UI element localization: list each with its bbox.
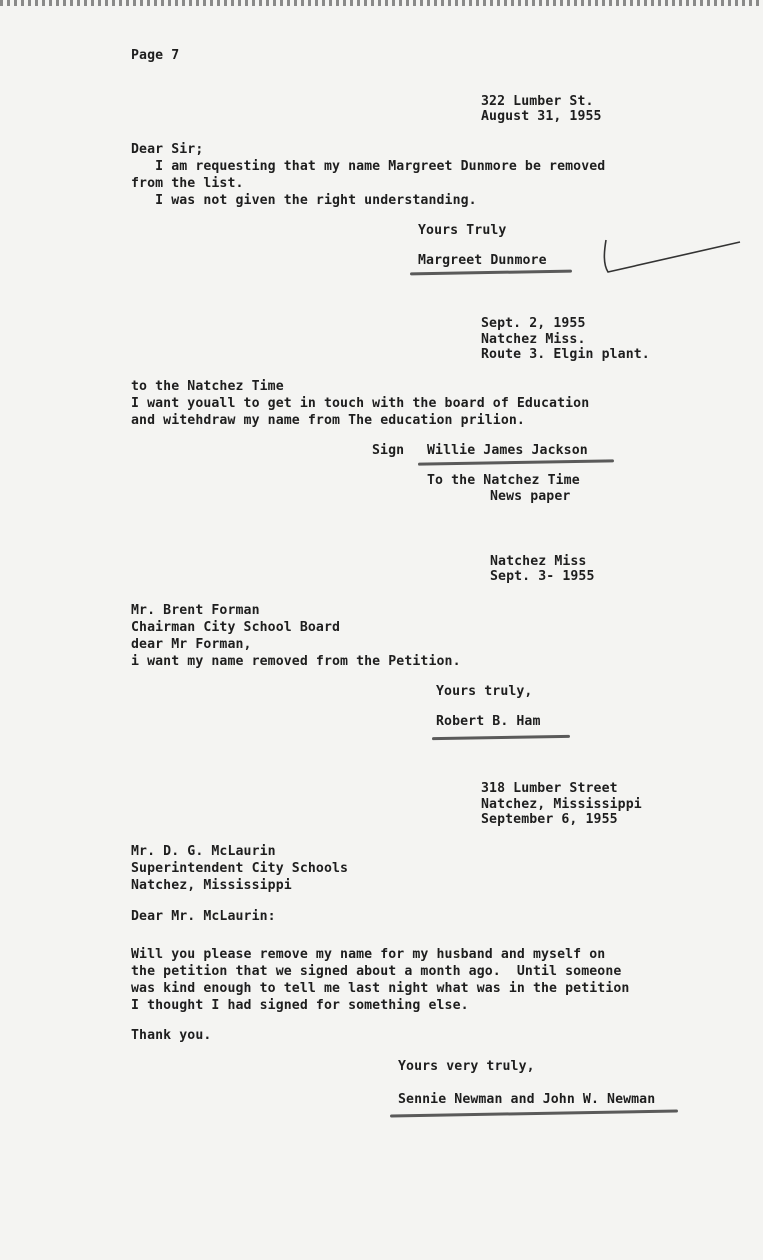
letter2-sign-label: Sign [372, 443, 405, 458]
letter4-address-line1: 318 Lumber Street [481, 781, 618, 796]
letter2-address: Route 3. Elgin plant. [481, 347, 650, 362]
letter4-thanks: Thank you. [131, 1028, 212, 1043]
letter1-body-line2: from the list. [131, 176, 244, 191]
letter1-body-line3: I was not given the right understanding. [131, 193, 477, 208]
letter1-address: 322 Lumber St. [481, 94, 594, 109]
letter2-signature: Willie James Jackson [427, 443, 588, 458]
signature-underline [410, 270, 572, 276]
letter1-salutation: Dear Sir; [131, 142, 204, 157]
letter4-closing: Yours very truly, [398, 1059, 535, 1074]
letter3-recipient-title: Chairman City School Board [131, 620, 341, 635]
letter3-salutation: dear Mr Forman, [131, 637, 252, 652]
letter2-body-line2: and witehdraw my name from The education prilion. [131, 413, 525, 428]
letter4-salutation: Dear Mr. McLaurin: [131, 909, 276, 924]
letter2-addressee-line1: To the Natchez Time [427, 473, 580, 488]
letter4-recipient-name: Mr. D. G. McLaurin [131, 844, 276, 859]
letter1-closing: Yours Truly [418, 223, 507, 238]
letter4-signature: Sennie Newman and John W. Newman [398, 1092, 656, 1107]
letter3-city: Natchez Miss [490, 554, 587, 569]
letter1-signature: Margreet Dunmore [418, 253, 547, 268]
letter3-body: i want my name removed from the Petition. [131, 654, 461, 669]
letter3-signature: Robert B. Ham [436, 714, 541, 729]
page-top-edge [0, 0, 763, 6]
letter4-recipient-title: Superintendent City Schools [131, 861, 349, 876]
letter4-body-line1: Will you please remove my name for my husband and myself on [131, 947, 606, 962]
signature-underline [390, 1109, 678, 1117]
letter1-date: August 31, 1955 [481, 109, 602, 124]
signature-underline [432, 735, 570, 740]
letter4-body-line3: was kind enough to tell me last night what was in the petition [131, 981, 630, 996]
letter2-city: Natchez Miss. [481, 332, 586, 347]
letter1-body-line1: I am requesting that my name Margreet Dunmore be removed [131, 159, 606, 174]
letter2-addressee-line2: News paper [490, 489, 571, 504]
page-number: Page 7 [131, 48, 180, 63]
check-mark-icon [600, 238, 745, 278]
letter4-date: September 6, 1955 [481, 812, 618, 827]
letter2-date: Sept. 2, 1955 [481, 316, 586, 331]
letter3-recipient-name: Mr. Brent Forman [131, 603, 260, 618]
letter3-closing: Yours truly, [436, 684, 533, 699]
letter4-recipient-city: Natchez, Mississippi [131, 878, 292, 893]
letter2-to-line: to the Natchez Time [131, 379, 284, 394]
letter2-body-line1: I want youall to get in touch with the board of Education [131, 396, 590, 411]
letter4-body-line2: the petition that we signed about a month ago. Until someone [131, 964, 622, 979]
letter4-body-line4: I thought I had signed for something else. [131, 998, 469, 1013]
letter4-address-line2: Natchez, Mississippi [481, 797, 642, 812]
signature-underline [418, 459, 614, 465]
letter3-date: Sept. 3- 1955 [490, 569, 595, 584]
